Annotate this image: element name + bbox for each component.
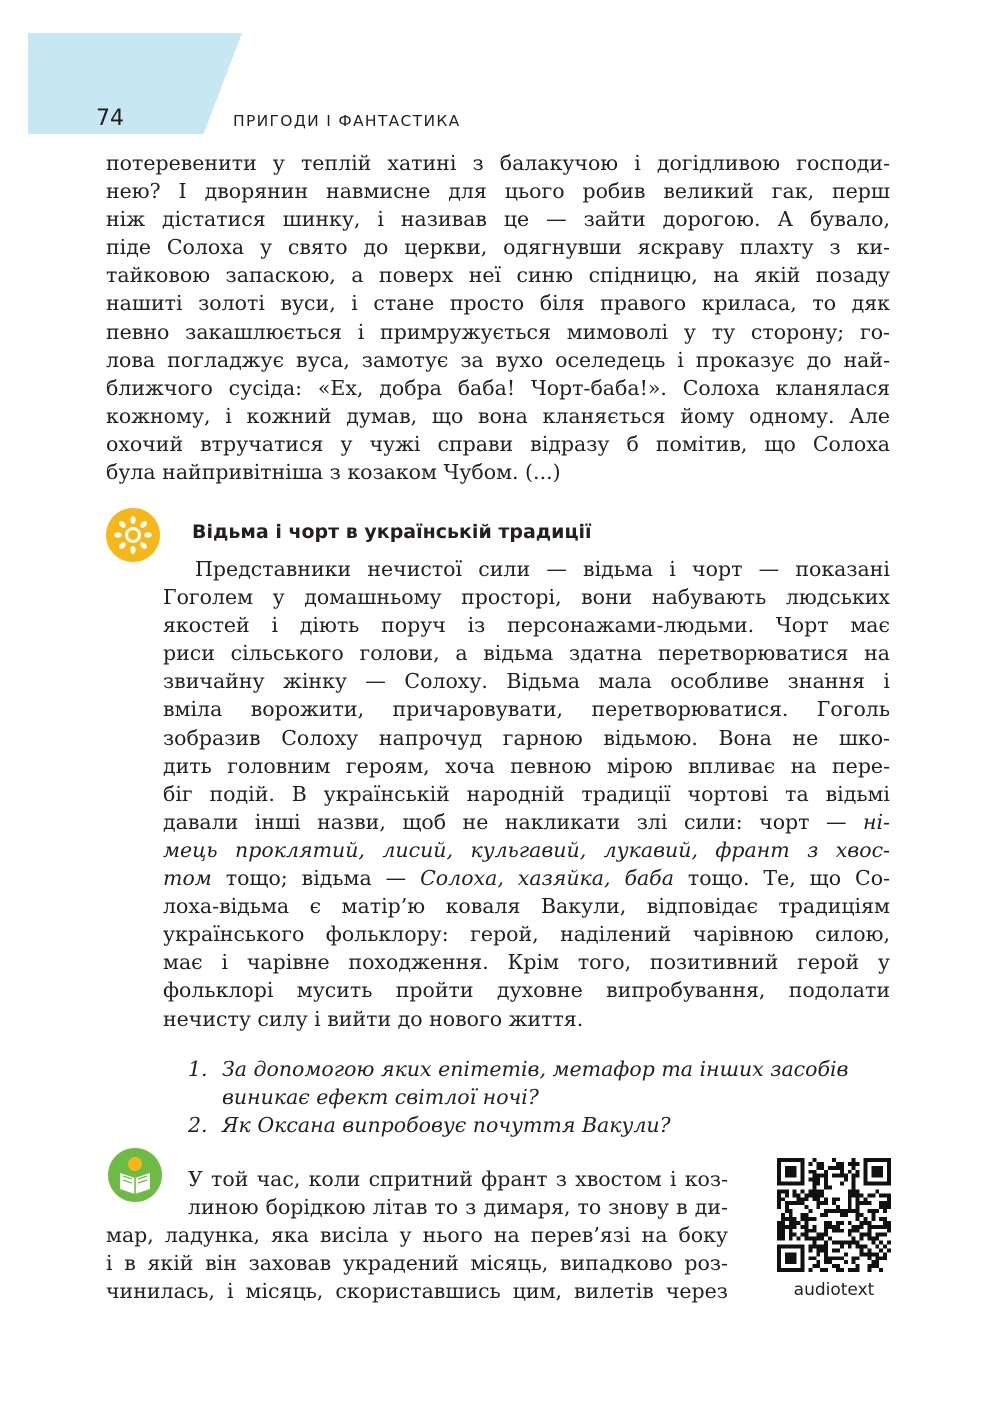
sun-icon — [106, 508, 160, 562]
question-number: 2. — [188, 1113, 208, 1137]
italic-span: Солоха, хазяйка, баба — [420, 866, 674, 891]
text-line: вміла ворожити, причаровувати, перетворюватися. Гоголь — [163, 697, 890, 722]
text-line: линою борідкою літав то з димаря, то знову в ди- — [188, 1195, 728, 1220]
text-line: біг подій. В українській народній традиції чортові та відьмі — [163, 781, 890, 806]
text-line: і в якій він заховав украдений місяць, випадково роз- — [106, 1251, 728, 1276]
text-line — [163, 808, 890, 836]
text-line: піде Солоха у свято до церкви, одягнувши яскраву плахту з ки- — [106, 235, 890, 260]
text-line: лова погладжує вуса, замотує за вухо оселедець і проказує до най- — [106, 347, 890, 372]
section-title: ПРИГОДИ І ФАНТАСТИКА — [233, 112, 461, 130]
italic-span: мець проклятий, лисий, кульгавий, лукавий, франт з хвос- — [163, 837, 890, 862]
text-line: потеревенити у теплій хатині з балакучою і догідливою господи- — [106, 151, 890, 175]
text-line: нечисту силу і вийти до нового життя. — [163, 1006, 584, 1031]
text-line: українського фольклору: герой, наділений чарівною силою, — [163, 922, 890, 947]
text-line: охочий втручатися у чужі справи відразу б помітив, що Солоха — [106, 431, 890, 456]
italic-span: ні- — [862, 809, 890, 834]
text-line: кожному, і кожний думав, що вона кланяється йому одному. Але — [106, 403, 890, 428]
text-span: тощо; відьма — — [225, 866, 407, 891]
question-item — [188, 1111, 893, 1139]
infobox-heading: Відьма і чорт в українській традиції — [192, 521, 592, 543]
text-line: дить головним героям, хоча певною мірою впливає на пере- — [163, 753, 890, 778]
question-item — [188, 1055, 893, 1111]
text-line: риси сільського голови, а відьма здатна перетворюватися на — [163, 641, 890, 666]
text-line: лоха-відьма є матір’ю коваля Вакули, відповідає традиціям — [163, 894, 890, 919]
text-line: тайковою запаскою, а поверх неї синю спідницю, на якій позаду — [106, 263, 890, 288]
italic-span: том — [163, 866, 212, 891]
text-line — [163, 836, 890, 864]
text-line: мар, ладунка, яка висіла у нього на перев’язі на боку — [106, 1223, 728, 1248]
text-line: ніж дістатися шинку, і називав це — зайти дорогою. А бувало, — [106, 207, 890, 232]
text-line: Представники нечистої сили — відьма і чорт — показані — [195, 557, 890, 581]
question-text: За допомогою яких епітетів, метафор та інших засобів виникає ефект світлої ночі? — [222, 1057, 849, 1109]
text-line: чинилась, і місяць, скориставшись цим, вилетів через — [106, 1279, 728, 1304]
text-line: нею? І дворянин навмисне для цього робив великий гак, перш — [106, 179, 890, 204]
page-number: 74 — [96, 106, 124, 131]
text-line: певно закашлюється і примружується мимоволі у ту сторону; го- — [106, 319, 890, 344]
question-number: 1. — [188, 1057, 208, 1081]
text-line: якостей і діють поруч із персонажами-людьми. Чорт має — [163, 613, 890, 638]
main-text — [106, 149, 890, 486]
text-span: тощо. Те, що Со- — [687, 866, 890, 891]
text-line — [163, 864, 890, 892]
text-line: нашиті золоті вуси, і стане просто біля правого криласа, то дяк — [106, 291, 890, 316]
questions-list — [188, 1055, 893, 1139]
text-line: У той час, коли спритний франт з хвостом і коз- — [188, 1167, 728, 1191]
text-line: була найпривітніша з козаком Чубом. (...) — [106, 460, 561, 485]
text-line: має і чарівне походження. Крім того, позитивний герой у — [163, 950, 890, 975]
text-line: ближчого сусіда: «Ех, добра баба! Чорт-баба!». Солоха кланялася — [106, 375, 890, 400]
text-span: давали інші назви, щоб не накликати злі сили: чорт — — [163, 809, 847, 834]
text-line: Гоголем у домашньому просторі, вони набувають людських — [163, 585, 890, 610]
header-band — [28, 33, 242, 134]
text-line: фольклорі мусить пройти духовне випробування, подолати — [163, 978, 890, 1003]
qr-label: audiotext — [793, 1280, 875, 1300]
infobox-text — [163, 555, 890, 1033]
question-text: Як Оксана випробовує почуття Вакули? — [222, 1113, 671, 1137]
continued-text — [106, 1165, 890, 1305]
text-line: зобразив Солоху напрочуд гарною відьмою. Вона не шко- — [163, 725, 890, 750]
text-line: звичайну жінку — Солоху. Відьма мала особливе знання і — [163, 669, 890, 694]
qr-code[interactable] — [777, 1158, 891, 1272]
